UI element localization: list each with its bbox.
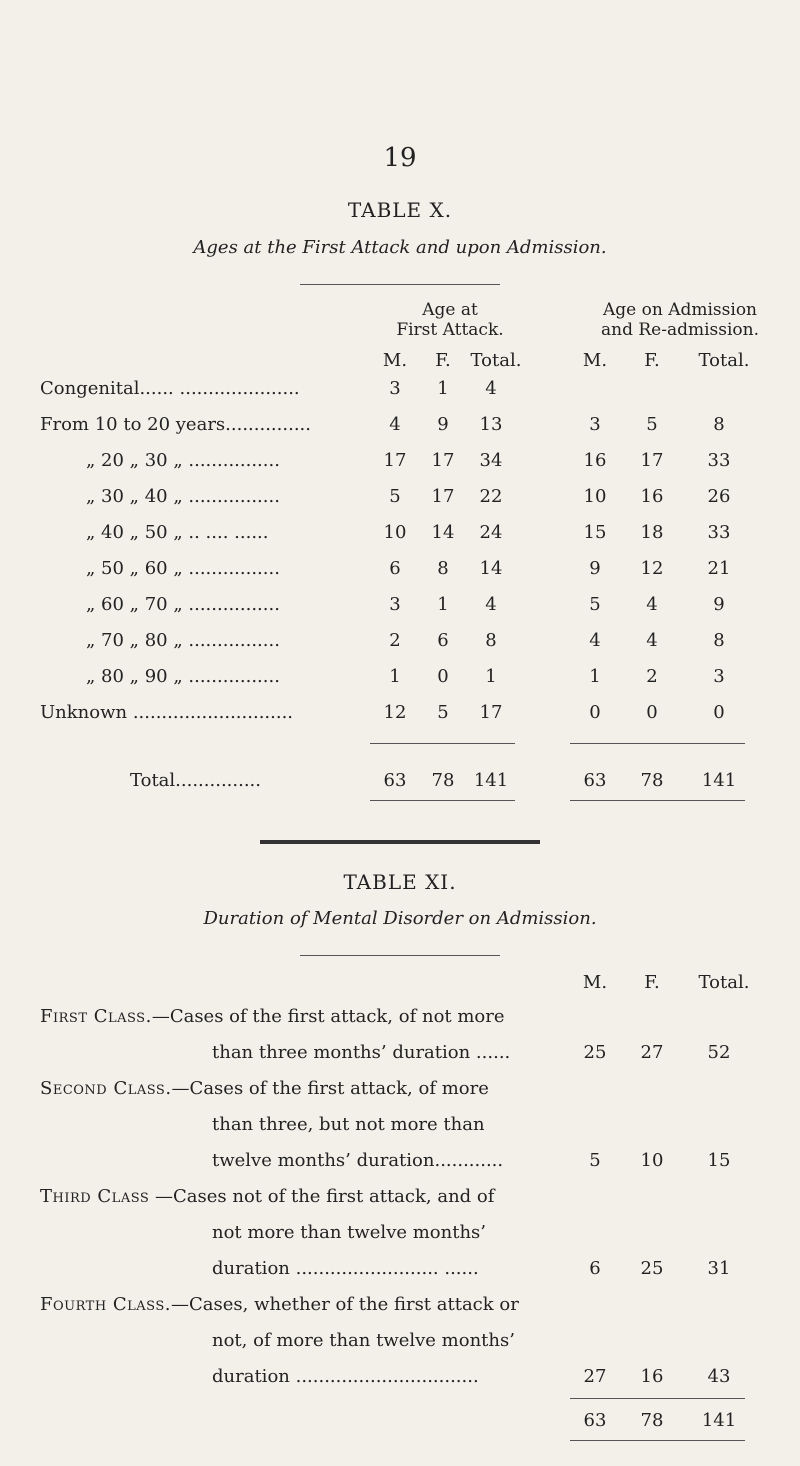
group2-header-line2: and Re-admission. xyxy=(600,320,760,340)
cell: 8 xyxy=(713,630,725,651)
row-label: „ 60 „ 70 „ ................ xyxy=(86,594,280,615)
cell: 4 xyxy=(485,594,497,615)
col-header-total: Total. xyxy=(698,350,750,371)
cell: 3 xyxy=(389,594,401,615)
row-label: „ 30 „ 40 „ ................ xyxy=(86,486,280,507)
class-first-line1 xyxy=(40,1006,505,1027)
table-x-top-rule xyxy=(300,284,500,285)
col-header-total: Total. xyxy=(470,350,522,371)
cell: 9 xyxy=(589,558,601,579)
row-label: „ 20 „ 30 „ ................ xyxy=(86,450,280,471)
cell: 63 xyxy=(583,1410,607,1431)
cell: 17 xyxy=(431,486,455,507)
cell: 15 xyxy=(707,1150,731,1171)
cell: 13 xyxy=(479,414,503,435)
cell: 12 xyxy=(640,558,664,579)
cell: 9 xyxy=(713,594,725,615)
cell: 1 xyxy=(589,666,601,687)
cell: 17 xyxy=(431,450,455,471)
col-header-f: F. xyxy=(644,972,660,993)
cell: 22 xyxy=(479,486,503,507)
row-label: From 10 to 20 years............... xyxy=(40,414,311,435)
cell: 141 xyxy=(701,1410,737,1431)
class-third-line1 xyxy=(40,1186,494,1207)
class-line: duration ................................ xyxy=(212,1366,479,1387)
cell: 16 xyxy=(640,1366,664,1387)
row-label: „ 70 „ 80 „ ................ xyxy=(86,630,280,651)
cell: 9 xyxy=(437,414,449,435)
class-line: —Cases of the first attack, of more xyxy=(171,1078,489,1099)
col-header-m: M. xyxy=(582,350,608,371)
class-second-line1 xyxy=(40,1078,489,1099)
cell: 14 xyxy=(479,558,503,579)
class-line: —Cases not of the first attack, and of xyxy=(149,1186,495,1207)
cell: 5 xyxy=(589,594,601,615)
table-x-title: TABLE X. xyxy=(347,198,453,222)
cell: 18 xyxy=(640,522,664,543)
cell: 4 xyxy=(485,378,497,399)
cell: 12 xyxy=(383,702,407,723)
cell: 10 xyxy=(640,1150,664,1171)
cell: 1 xyxy=(389,666,401,687)
cell: 27 xyxy=(583,1366,607,1387)
class-line: than three months’ duration ...... xyxy=(212,1042,511,1063)
cell: 1 xyxy=(485,666,497,687)
class-line: —Cases of the first attack, of not more xyxy=(151,1006,505,1027)
cell: 63 xyxy=(383,770,407,791)
sum-rule-lower-left xyxy=(370,800,515,801)
cell: 52 xyxy=(707,1042,731,1063)
col-header-f: F. xyxy=(644,350,660,371)
cell: 21 xyxy=(707,558,731,579)
cell: 3 xyxy=(713,666,725,687)
cell: 6 xyxy=(437,630,449,651)
cell: 4 xyxy=(589,630,601,651)
cell: 3 xyxy=(389,378,401,399)
cell: 31 xyxy=(707,1258,731,1279)
cell: 1 xyxy=(437,378,449,399)
cell: 33 xyxy=(707,450,731,471)
total-label: Total............... xyxy=(130,770,261,791)
cell: 4 xyxy=(646,594,658,615)
cell: 33 xyxy=(707,522,731,543)
page-number: 19 xyxy=(383,143,417,173)
table-xi-top-rule xyxy=(300,955,500,956)
cell: 8 xyxy=(713,414,725,435)
cell: 5 xyxy=(589,1150,601,1171)
group1-header-line2: First Attack. xyxy=(396,320,504,340)
cell: 6 xyxy=(389,558,401,579)
cell: 10 xyxy=(583,486,607,507)
cell: 4 xyxy=(646,630,658,651)
cell: 5 xyxy=(437,702,449,723)
cell: 17 xyxy=(383,450,407,471)
col-header-m: M. xyxy=(582,972,608,993)
cell: 78 xyxy=(640,770,664,791)
cell: 141 xyxy=(473,770,509,791)
cell: 34 xyxy=(479,450,503,471)
class-fourth-line1 xyxy=(40,1294,519,1315)
cell: 15 xyxy=(583,522,607,543)
cell: 141 xyxy=(701,770,737,791)
cell: 16 xyxy=(583,450,607,471)
col-header-m: M. xyxy=(382,350,408,371)
cell: 10 xyxy=(383,522,407,543)
row-label: „ 40 „ 50 „ .. .... ...... xyxy=(86,522,269,543)
sum-rule-upper xyxy=(570,1398,745,1399)
group2-header-line1: Age on Admission xyxy=(603,300,757,320)
cell: 8 xyxy=(485,630,497,651)
class-line: than three, but not more than xyxy=(212,1114,485,1135)
cell: 14 xyxy=(431,522,455,543)
class-line: twelve months’ duration............ xyxy=(212,1150,504,1171)
cell: 63 xyxy=(583,770,607,791)
cell: 6 xyxy=(589,1258,601,1279)
cell: 17 xyxy=(640,450,664,471)
table-xi-title: TABLE XI. xyxy=(343,870,457,894)
cell: 25 xyxy=(583,1042,607,1063)
row-label: Congenital...... ..................... xyxy=(40,378,300,399)
sum-rule-upper-left xyxy=(370,743,515,744)
sum-rule-lower xyxy=(570,1440,745,1441)
group1-header-line1: Age at xyxy=(422,300,478,320)
class-name: Third Class xyxy=(40,1186,150,1207)
cell: 8 xyxy=(437,558,449,579)
class-name: Second Class. xyxy=(40,1078,172,1099)
table-x-subtitle: Ages at the First Attack and upon Admission. xyxy=(193,237,607,258)
row-label: „ 80 „ 90 „ ................ xyxy=(86,666,280,687)
cell: 43 xyxy=(707,1366,731,1387)
row-label: „ 50 „ 60 „ ................ xyxy=(86,558,280,579)
class-line: —Cases, whether of the first attack or xyxy=(171,1294,519,1315)
row-label: Unknown ............................ xyxy=(40,702,294,723)
cell: 5 xyxy=(646,414,658,435)
col-header-f: F. xyxy=(435,350,451,371)
class-line: duration ......................... ...... xyxy=(212,1258,479,1279)
cell: 0 xyxy=(437,666,449,687)
cell: 27 xyxy=(640,1042,664,1063)
cell: 17 xyxy=(479,702,503,723)
cell: 0 xyxy=(589,702,601,723)
cell: 26 xyxy=(707,486,731,507)
class-line: not more than twelve months’ xyxy=(212,1222,487,1243)
cell: 78 xyxy=(640,1410,664,1431)
cell: 2 xyxy=(646,666,658,687)
cell: 24 xyxy=(479,522,503,543)
class-name: Fourth Class. xyxy=(40,1294,171,1315)
cell: 25 xyxy=(640,1258,664,1279)
class-name: First Class. xyxy=(40,1006,152,1027)
cell: 3 xyxy=(589,414,601,435)
cell: 2 xyxy=(389,630,401,651)
col-header-total: Total. xyxy=(698,972,750,993)
sum-rule-lower-right xyxy=(570,800,745,801)
cell: 4 xyxy=(389,414,401,435)
cell: 16 xyxy=(640,486,664,507)
class-line: not, of more than twelve months’ xyxy=(212,1330,515,1351)
table-xi-subtitle: Duration of Mental Disorder on Admission. xyxy=(203,908,597,929)
cell: 0 xyxy=(713,702,725,723)
cell: 5 xyxy=(389,486,401,507)
section-divider xyxy=(260,840,540,844)
cell: 1 xyxy=(437,594,449,615)
cell: 0 xyxy=(646,702,658,723)
cell: 78 xyxy=(431,770,455,791)
sum-rule-upper-right xyxy=(570,743,745,744)
